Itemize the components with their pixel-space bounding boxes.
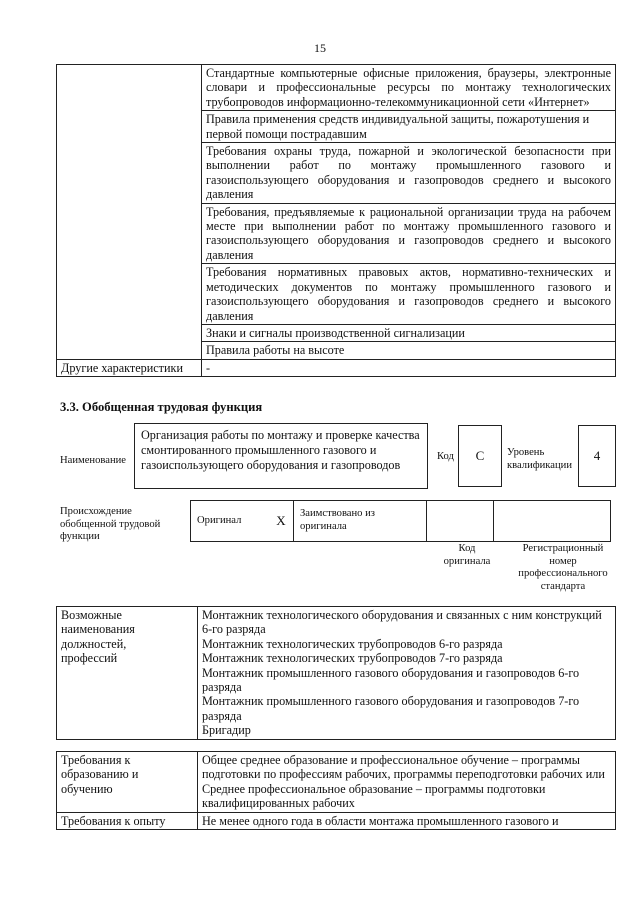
list-item: Общее среднее образование и профессиональное обучение – программы подготовки по профессиям рабочих, программы переподготовки рабочих или bbox=[202, 753, 605, 782]
origin-label bbox=[60, 506, 160, 544]
positions-label bbox=[57, 607, 198, 740]
caption-line: номер bbox=[549, 555, 577, 567]
positions-label-line: профессий bbox=[61, 651, 118, 666]
experience-value: Не менее одного года в области монтажа промышленного газового и bbox=[198, 812, 616, 829]
list-item: Монтажник технологического оборудования и связанных с ним конструкций 6-го разряда bbox=[202, 608, 602, 637]
education-label-line: образованию и bbox=[61, 767, 139, 782]
level-label bbox=[507, 446, 572, 472]
section-title: 3.3. Обобщенная трудовая функция bbox=[60, 400, 263, 414]
code-label: Код bbox=[437, 451, 454, 462]
table-row bbox=[57, 65, 616, 111]
original-code-cell bbox=[427, 501, 494, 542]
other-characteristics-label: Другие характеристики bbox=[57, 359, 202, 376]
education-label-line: обучению bbox=[61, 781, 113, 796]
education-table bbox=[56, 751, 616, 830]
original-label: Оригинал bbox=[191, 501, 270, 542]
registration-number-cell bbox=[494, 501, 611, 542]
origin-label-line: Происхождение bbox=[60, 506, 132, 517]
name-label: Наименование bbox=[60, 455, 126, 466]
level-label-line: Уровень bbox=[507, 447, 545, 458]
list-item: Монтажник промышленного газового оборудования и газопроводов 7-го разряда bbox=[202, 694, 580, 723]
knowledge-table-continued bbox=[56, 64, 616, 377]
origin-label-line: обобщенной трудовой bbox=[60, 518, 161, 530]
table-cell: Стандартные компьютерные офисные приложения, браузеры, электронные словари и профессиональные ресурсы по монтажу технологических трубопроводов информационно-телекоммуникационной сети «Интернет» bbox=[202, 65, 616, 111]
education-list bbox=[198, 752, 616, 813]
caption-line: оригинала bbox=[443, 555, 491, 567]
code-box: C bbox=[458, 425, 502, 487]
table-cell: Требования, предъявляемые к рациональной организации труда на рабочем месте при выполнении работ по монтажу промышленного газового и газоиспользующего оборудования и газопроводов среднего и высокого давления bbox=[202, 203, 616, 264]
caption-line: стандарта bbox=[540, 580, 586, 592]
empty-label-cell bbox=[57, 65, 202, 360]
positions-list bbox=[198, 607, 616, 740]
original-mark: X bbox=[269, 501, 294, 542]
borrowed-label-line: Заимствовано из bbox=[300, 508, 375, 520]
table-row bbox=[191, 501, 611, 542]
borrowed-label bbox=[294, 501, 427, 542]
table-cell: Требования охраны труда, пожарной и экологической безопасности при выполнении работ по монтажу промышленного газового и газоиспользующего оборудования и газопроводов среднего и высокого давления bbox=[202, 143, 616, 204]
table-cell: Требования нормативных правовых актов, нормативно-технических и методических документов по монтажу промышленного газового и газоиспользующего оборудования и газопроводов среднего и высокого давления bbox=[202, 264, 616, 325]
original-code-caption bbox=[434, 543, 500, 568]
caption-line: профессионального bbox=[518, 568, 608, 580]
caption-line: Код bbox=[458, 543, 476, 554]
function-name-box: Организация работы по монтажу и проверке качества смонтированного промышленного газового и газоиспользующего оборудования и газопроводов bbox=[134, 423, 428, 489]
table-cell: Правила работы на высоте bbox=[202, 342, 616, 359]
table-cell: Правила применения средств индивидуальной защиты, пожаротушения и первой помощи пострадавшим bbox=[202, 111, 616, 143]
registration-number-caption bbox=[506, 543, 620, 593]
table-cell: Знаки и сигналы производственной сигнализации bbox=[202, 324, 616, 341]
education-label-line: Требования к bbox=[61, 753, 131, 767]
origin-table bbox=[190, 500, 611, 542]
list-item: Монтажник промышленного газового оборудования и газопроводов 6-го разряда bbox=[202, 665, 580, 695]
table-row bbox=[57, 359, 616, 376]
list-item: Монтажник технологических трубопроводов 6-го разряда bbox=[202, 636, 503, 651]
positions-table bbox=[56, 606, 616, 740]
table-row bbox=[57, 752, 616, 813]
level-label-line: квалификации bbox=[507, 460, 572, 471]
borrowed-label-line: оригинала bbox=[300, 521, 347, 532]
level-box: 4 bbox=[578, 425, 616, 487]
table-row bbox=[57, 607, 616, 740]
experience-label: Требования к опыту bbox=[57, 812, 198, 829]
positions-label-line: должностей, bbox=[61, 636, 127, 651]
positions-label-line: Возможные bbox=[61, 608, 122, 622]
list-item: Среднее профессиональное образование – программы подготовки квалифицированных рабочих bbox=[202, 781, 546, 811]
other-characteristics-value: - bbox=[202, 359, 616, 376]
caption-line: Регистрационный bbox=[522, 543, 604, 554]
page-number: 15 bbox=[314, 41, 326, 55]
list-item: Монтажник технологических трубопроводов 7-го разряда bbox=[202, 651, 503, 666]
origin-label-line: функции bbox=[60, 531, 100, 543]
list-item: Бригадир bbox=[202, 723, 251, 738]
table-row bbox=[57, 812, 616, 829]
education-label bbox=[57, 752, 198, 813]
positions-label-line: наименования bbox=[61, 622, 135, 637]
